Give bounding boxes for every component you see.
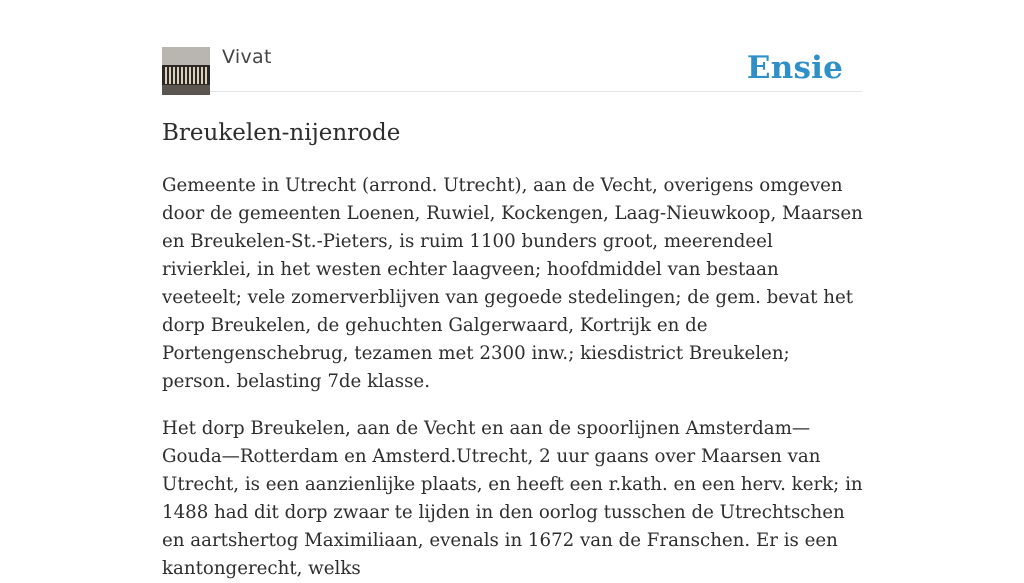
brand-logo-link[interactable]: Ensie xyxy=(746,50,843,86)
article-page xyxy=(162,0,863,579)
article-title: Breukelen-nijenrode xyxy=(162,120,401,146)
page-header xyxy=(162,0,862,92)
avatar[interactable] xyxy=(162,47,210,95)
article-paragraph: Gemeente in Utrecht (arrond. Utrecht), aan de Vecht, overigens omgeven door de gemeenten Loenen, Ruwiel, Kockengen, Laag-Nieuwkoop, Maarsen en Breukelen-St.-Pieters, is ruim 1100 bunders groot, meerendeel rivierklei, in het westen echter laagveen; hoofdmiddel van bestaan veeteelt; vele zomerverblijven van gegoede stedelingen; de gem. bevat het dorp Breukelen, de gehuchten Galgerwaard, Kortrijk en de Portengenschebrug, tezamen met 2300 inw.; kiesdistrict Breukelen; person. belasting 7de klasse. xyxy=(162,175,863,392)
bookshelf-avatar-icon xyxy=(162,47,210,95)
article-paragraph: Het dorp Breukelen, aan de Vecht en aan de spoorlijnen Amsterdam—Gouda—Rotterdam en Amsterd.Utrecht, 2 uur gaans over Maarsen van Utrecht, is een aanzienlijke plaats, en heeft een r.kath. en een herv. kerk; in 1488 had dit dorp zwaar te lijden in den oorlog tusschen de Utrechtschen en aartshertog Maximiliaan, evenals in 1672 van de Franschen. Er is een kantongerecht, welks xyxy=(162,418,863,579)
username[interactable]: Vivat xyxy=(222,46,272,68)
article-body xyxy=(162,172,864,583)
